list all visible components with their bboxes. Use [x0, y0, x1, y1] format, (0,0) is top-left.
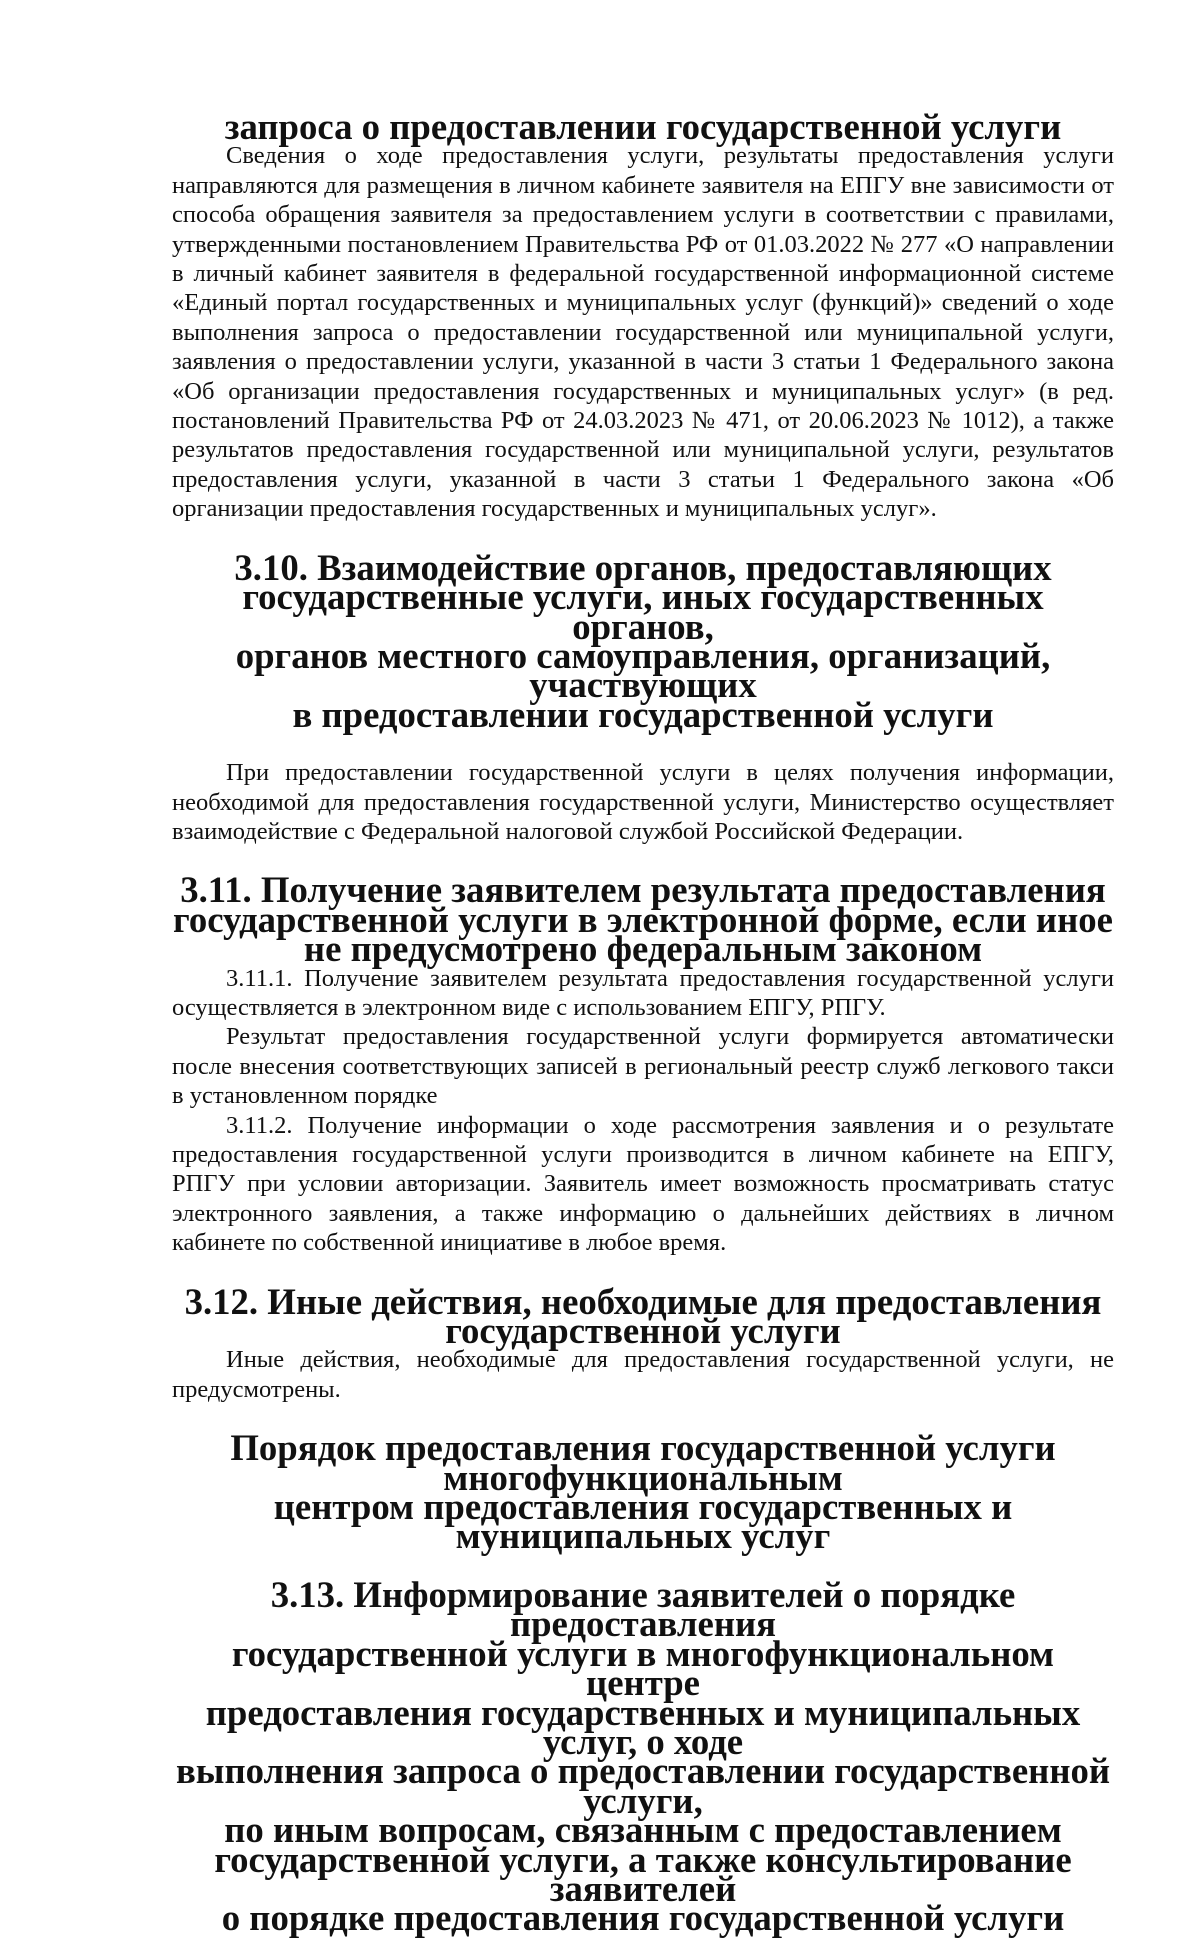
paragraph-result-auto: Результат предоставления государственной услуги формируется автоматически после внесения соответствующих записей в региональный реестр служб легкового такси в установленном порядке: [172, 1023, 1114, 1110]
heading-line: 3.12. Иные действия, необходимые для предоставления: [184, 1280, 1102, 1322]
heading-line: по иным вопросам, связанным с предоставлением: [224, 1809, 1062, 1851]
paragraph-3-11-2: 3.11.2. Получение информации о ходе рассмотрения заявления и о результате предоставления государственной услуги производится в личном кабинете на ЕПГУ, РПГУ при условии авторизации. Заявитель имеет возможность просматривать статус электронного заявления, а также информацию о дальнейших действиях в личном кабинете по собственной инициативе в любое время.: [172, 1111, 1114, 1257]
section-heading-3-12: [172, 1280, 1114, 1352]
heading-line: государственной услуги в электронной форме, если иное: [173, 898, 1113, 940]
heading-line: центром предоставления государственных и муниципальных услуг: [273, 1486, 1013, 1557]
heading-line: государственной услуги в многофункциональном центре: [231, 1632, 1055, 1704]
heading-line: государственные услуги, иных государственных органов,: [242, 576, 1044, 647]
heading-line: Порядок предоставления государственной услуги многофункциональным: [230, 1427, 1056, 1498]
document-page: [172, 106, 1114, 1938]
chapter-heading-mfc: [172, 1427, 1114, 1557]
heading-line: не предусмотрено федеральным законом: [303, 928, 983, 970]
paragraph-other-actions: Иные действия, необходимые для предоставления государственной услуги, не предусмотрены.: [172, 1346, 1114, 1403]
heading-line: 3.11. Получение заявителем результата предоставления: [180, 869, 1106, 911]
heading-line: запроса о предоставлении государственной услуги: [224, 106, 1062, 147]
heading-line: органов местного самоуправления, организаций, участвующих: [235, 634, 1051, 706]
paragraph-interaction: При предоставлении государственной услуги в целях получения информации, необходимой для предоставления государственной услуги, Министерство осуществляет взаимодействие с Федеральной налоговой службой Российской Федерации.: [172, 759, 1114, 845]
heading-line: государственной услуги, а также консультирование заявителей: [214, 1838, 1072, 1909]
heading-line: предоставления государственных и муниципальных услуг, о ходе: [205, 1691, 1081, 1762]
section-heading-3-11: [172, 869, 1114, 970]
heading-line: в предоставлении государственной услуги: [292, 693, 994, 735]
section-heading-3-13: [172, 1573, 1114, 1938]
heading-line: о порядке предоставления государственной услуги: [221, 1897, 1065, 1938]
heading-line: 3.10. Взаимодействие органов, предоставляющих: [234, 546, 1052, 588]
heading-line: государственной услуги: [445, 1310, 841, 1352]
section-heading-3-10: [172, 546, 1114, 735]
heading-line: 3.13. Информирование заявителей о порядке предоставления: [270, 1573, 1016, 1645]
paragraph-3-11-1: 3.11.1. Получение заявителем результата предоставления государственной услуги осуществляется в электронном виде с использованием ЕПГУ, РПГУ.: [172, 964, 1114, 1021]
paragraph-status-info: Сведения о ходе предоставления услуги, результаты предоставления услуги направляются для размещения в личном кабинете заявителя на ЕПГУ вне зависимости от способа обращения заявителя за предоставлением услуги в соответствии с правилами, утвержденными постановлением Правительства РФ от 01.03.2022 № 277 «О направлении в личный кабинет заявителя в федеральной государственной информационной системе «Единый портал государственных и муниципальных услуг (функций)» сведений о ходе выполнения запроса о предоставлении государственной или муниципальной услуги, заявления о предоставлении услуги, указанной в части 3 статьи 1 Федерального закона «Об организации предоставления государственных и муниципальных услуг» (в ред. постановлений Правительства РФ от 24.03.2023 № 471, от 20.06.2023 № 1012), а также результатов предоставления государственной или муниципальной услуги, результатов предоставления услуги, указанной в части 3 статьи 1 Федерального закона «Об организации предоставления государственных и муниципальных услуг».: [172, 142, 1114, 523]
heading-line: выполнения запроса о предоставлении государственной услуги,: [175, 1750, 1111, 1821]
section-heading-continued: [172, 106, 1114, 147]
